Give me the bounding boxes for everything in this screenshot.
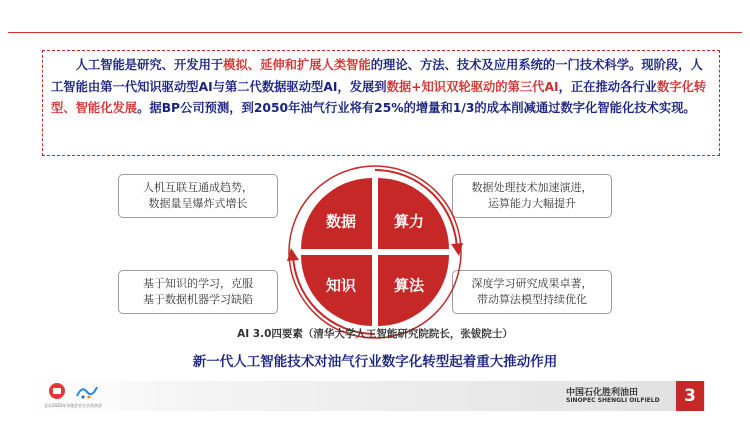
note-top-right bbox=[452, 174, 612, 218]
org-name-cn: 中国石化胜利油田 bbox=[566, 388, 639, 398]
header-rule bbox=[8, 32, 742, 33]
note-line: 基于数据机器学习缺陷 bbox=[143, 293, 253, 306]
olympic-emblem-icon bbox=[74, 382, 100, 400]
note-line: 带动算法模型持续优化 bbox=[477, 293, 587, 306]
note-top-left bbox=[118, 174, 278, 218]
intro-highlight-2: 数据+知识双轮驱动的第三代AI bbox=[386, 79, 559, 94]
footer-tiny-text: 北京2022年冬奥会官方合作伙伴 bbox=[44, 403, 103, 408]
intro-highlight-3: 数字化转型、智能化发展 bbox=[51, 79, 707, 115]
note-line: 数据处理技术加速演进， bbox=[471, 181, 593, 194]
sinopec-logo-icon bbox=[44, 382, 70, 400]
note-line: 运算能力大幅提升 bbox=[488, 197, 576, 210]
outer-ring bbox=[289, 166, 461, 338]
quadrant-label-algorithm: 算法 bbox=[393, 276, 425, 295]
intro-paragraph bbox=[51, 55, 711, 120]
diagram-caption: AI 3.0四要素（清华大学人工智能研究院院长，张钹院士） bbox=[237, 328, 513, 340]
note-line: 数据量呈爆炸式增长 bbox=[148, 197, 248, 210]
quadrant-label-data: 数据 bbox=[325, 212, 357, 231]
intro-text-2: 的理论、方法、技术及应用系统的一门技术科学。现阶段，人工智能由第一代知识驱动型AI与第二代数据驱动型AI，发展到 bbox=[51, 58, 703, 94]
org-name-en: SINOPEC SHENGLI OILFIELD bbox=[566, 397, 660, 404]
note-line: 人机互联互通成趋势， bbox=[143, 181, 253, 194]
intro-text-3: ，正在推动各行业 bbox=[558, 79, 657, 94]
four-elements-diagram bbox=[285, 162, 465, 342]
intro-text-4: 。据BP公司预测，到2050年油气行业将有25%的增量和1/3的成本削减通过数字化智能化技术实现。 bbox=[137, 101, 696, 115]
quadrant-label-compute: 算力 bbox=[393, 212, 425, 231]
note-line: 基于知识的学习，克服 bbox=[143, 277, 253, 290]
intro-text-1: 人工智能是研究、开发用于 bbox=[75, 58, 224, 72]
slide-subtitle: 新一代人工智能技术对油气行业数字化转型起着重大推动作用 bbox=[192, 354, 558, 370]
intro-highlight-1: 模拟、延伸和扩展人类智能 bbox=[223, 58, 371, 72]
note-line: 深度学习研究成果卓著， bbox=[471, 277, 593, 290]
quadrant-label-knowledge: 知识 bbox=[325, 276, 357, 295]
note-bottom-left bbox=[118, 270, 278, 314]
page-number: 3 bbox=[676, 381, 704, 411]
intro-box bbox=[42, 50, 720, 156]
note-bottom-right bbox=[452, 270, 612, 314]
